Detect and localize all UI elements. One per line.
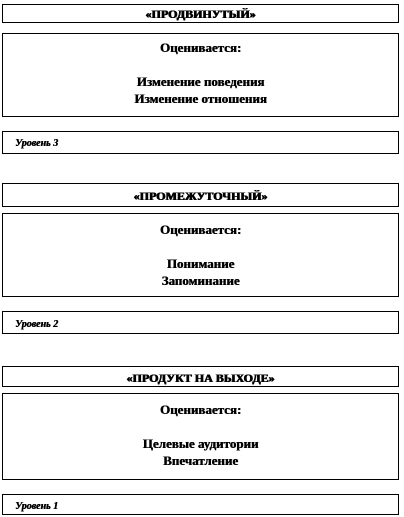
section-2-box-heading: Оценивается: [159, 222, 242, 237]
section-3-level [2, 494, 399, 515]
section-2-item-1: Понимание [166, 256, 235, 271]
section-3-item-2: Впечатление [163, 453, 238, 468]
section-1-title-text: «ПРОДВИНУТЫЙ» [145, 7, 256, 21]
section-3-title-text: «ПРОДУКТ НА ВЫХОДЕ» [126, 371, 275, 385]
section-2-level-text: Уровень 2 [15, 319, 58, 330]
section-3-level-text: Уровень 1 [15, 501, 58, 512]
section-2-title-text: «ПРОМЕЖУТОЧНЫЙ» [133, 189, 268, 203]
section-2-box [2, 213, 399, 297]
section-3-title [2, 366, 399, 387]
section-1-item-2: Изменение отношения [134, 91, 267, 106]
section-3-item-1: Целевые аудитории [142, 436, 259, 451]
section-1-box-heading: Оценивается: [159, 40, 242, 55]
section-2-title [2, 183, 399, 207]
section-1-item-1: Изменение поведения [136, 74, 265, 89]
section-3-box [2, 393, 399, 480]
section-2-item-2: Запоминание [161, 273, 240, 288]
section-1-level [2, 131, 399, 154]
section-1-title [2, 4, 399, 23]
section-1-level-text: Уровень 3 [15, 138, 58, 149]
section-3-box-heading: Оценивается: [159, 402, 242, 417]
section-2-level [2, 311, 399, 334]
section-1-box [2, 33, 399, 117]
